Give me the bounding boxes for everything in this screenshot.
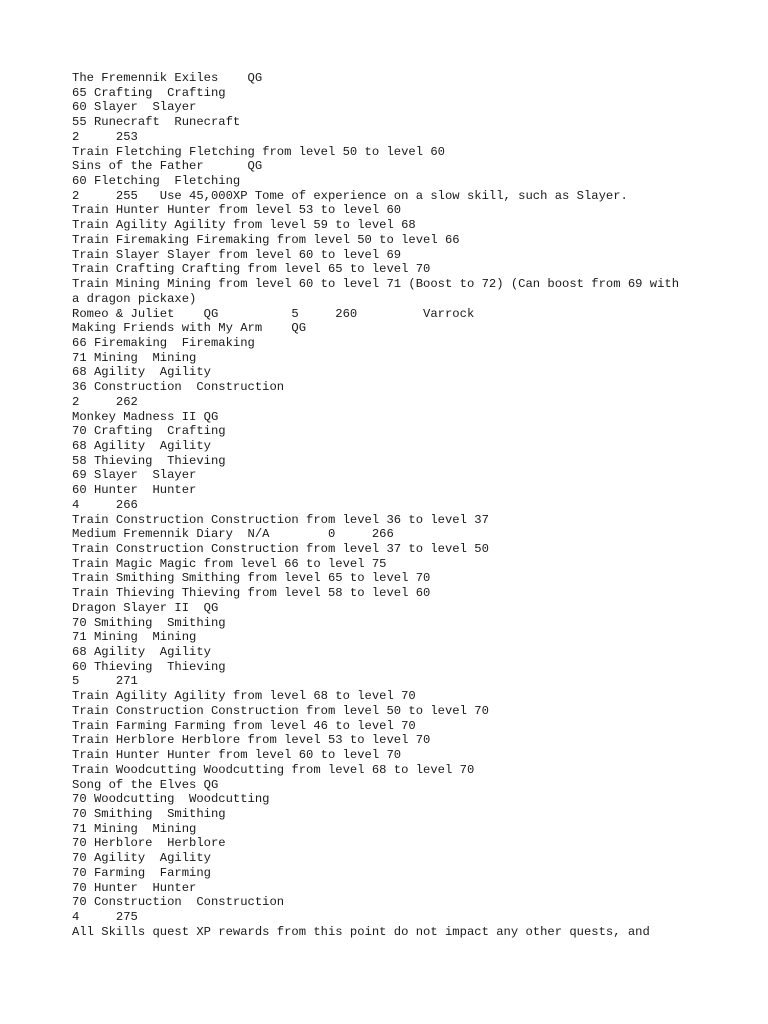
text-line: 2 255 Use 45,000XP Tome of experience on a slow skill, such as Slayer. xyxy=(72,188,628,203)
text-line: Medium Fremennik Diary N/A 0 266 xyxy=(72,527,394,542)
text-line: Train Hunter Hunter from level 53 to level 60 xyxy=(72,203,402,218)
text-line: Train Woodcutting Woodcutting from level 68 to level 70 xyxy=(72,762,475,777)
text-line: 70 Farming Farming xyxy=(72,865,211,880)
text-line: Train Fletching Fletching from level 50 to level 60 xyxy=(72,144,445,159)
text-line: 69 Slayer Slayer xyxy=(72,468,197,483)
text-line: 2 253 xyxy=(72,129,138,144)
text-line: 70 Hunter Hunter xyxy=(72,880,197,895)
text-line: 70 Smithing Smithing xyxy=(72,615,226,630)
text-line: 4 266 xyxy=(72,497,138,512)
text-line: Train Construction Construction from level 36 to level 37 xyxy=(72,512,489,527)
text-line: 4 275 xyxy=(72,909,138,924)
text-line: 60 Thieving Thieving xyxy=(72,659,226,674)
text-line: 58 Thieving Thieving xyxy=(72,453,226,468)
text-line: The Fremennik Exiles QG xyxy=(72,71,263,85)
text-line: Train Magic Magic from level 66 to level 75 xyxy=(72,556,387,571)
text-line: All Skills quest XP rewards from this point do not impact any other quests, and xyxy=(72,924,650,939)
text-line: Making Friends with My Arm QG xyxy=(72,321,307,336)
text-line: 68 Agility Agility xyxy=(72,438,211,453)
text-line: 68 Agility Agility xyxy=(72,645,211,660)
text-line: 70 Smithing Smithing xyxy=(72,806,226,821)
text-line: 70 Herblore Herblore xyxy=(72,836,226,851)
text-line: Train Agility Agility from level 68 to level 70 xyxy=(72,689,416,704)
text-line: 71 Mining Mining xyxy=(72,630,197,645)
text-line: 71 Mining Mining xyxy=(72,350,197,365)
text-line: 70 Woodcutting Woodcutting xyxy=(72,792,270,807)
text-line: Dragon Slayer II QG xyxy=(72,600,219,615)
text-line: 66 Firemaking Firemaking xyxy=(72,335,255,350)
text-line: Train Smithing Smithing from level 65 to level 70 xyxy=(72,571,431,586)
text-line: Train Crafting Crafting from level 65 to level 70 xyxy=(72,262,431,277)
text-line: Train Herblore Herblore from level 53 to level 70 xyxy=(72,733,431,748)
text-line: 70 Construction Construction xyxy=(72,895,285,910)
text-line: Train Slayer Slayer from level 60 to level 69 xyxy=(72,247,402,262)
text-line: Train Mining Mining from level 60 to level 71 (Boost to 72) (Can boost from 69 with xyxy=(72,277,680,292)
text-line: Train Farming Farming from level 46 to level 70 xyxy=(72,718,416,733)
document-text xyxy=(72,71,712,939)
text-line: Train Construction Construction from level 37 to level 50 xyxy=(72,542,489,556)
text-line: Train Hunter Hunter from level 60 to level 70 xyxy=(72,748,402,763)
text-line: 60 Slayer Slayer xyxy=(72,100,197,115)
text-line: Monkey Madness II QG xyxy=(72,409,219,424)
text-line: 70 Crafting Crafting xyxy=(72,424,226,439)
text-line: 60 Fletching Fletching xyxy=(72,174,241,189)
text-line: 36 Construction Construction xyxy=(72,380,285,395)
text-line: 70 Agility Agility xyxy=(72,851,211,866)
text-line: 2 262 xyxy=(72,394,138,409)
text-line: Romeo & Juliet QG 5 260 Varrock xyxy=(72,306,475,321)
text-line: 5 271 xyxy=(72,674,138,689)
text-line: Sins of the Father QG xyxy=(72,159,263,174)
text-line: Train Agility Agility from level 59 to level 68 xyxy=(72,218,416,233)
text-line: 71 Mining Mining xyxy=(72,821,197,836)
text-line: 68 Agility Agility xyxy=(72,365,211,380)
text-line: 55 Runecraft Runecraft xyxy=(72,115,241,130)
text-line: Train Thieving Thieving from level 58 to level 60 xyxy=(72,586,431,601)
text-line: 60 Hunter Hunter xyxy=(72,483,197,498)
text-line: a dragon pickaxe) xyxy=(72,291,197,306)
text-line: Train Firemaking Firemaking from level 50 to level 66 xyxy=(72,232,460,247)
text-line: Train Construction Construction from level 50 to level 70 xyxy=(72,703,489,718)
text-line: 65 Crafting Crafting xyxy=(72,85,226,100)
text-line: Song of the Elves QG xyxy=(72,777,219,792)
